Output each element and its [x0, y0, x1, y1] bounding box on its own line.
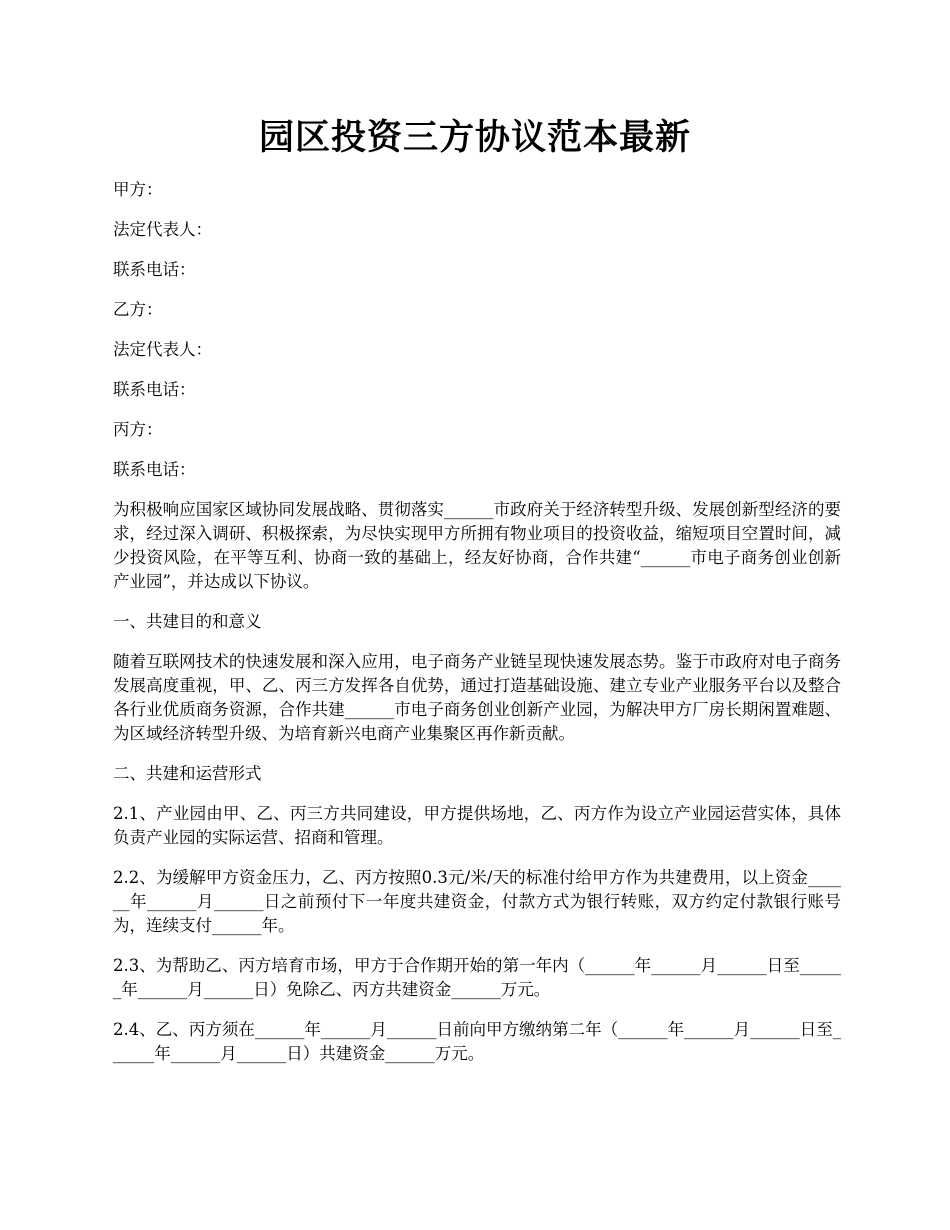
- document-title: 园区投资三方协议范本最新: [258, 117, 691, 158]
- clause-2-4: 2.4、乙、丙方须在______年______月______日前向甲方缴纳第二年（______年______月______日至______年______月______日）共建资金______万元。: [113, 1020, 841, 1063]
- party-b-field: 乙方：: [113, 300, 163, 319]
- document-body: [113, 178, 841, 1082]
- clause-2-3: 2.3、为帮助乙、丙方培育市场，甲方于合作期开始的第一年内（______年______月______日至______年______月______日）免除乙、丙方共建资金______万元。: [113, 956, 841, 999]
- section-2-heading: 二、共建和运营形式: [113, 764, 262, 783]
- party-a-phone-field: 联系电话：: [113, 260, 196, 279]
- party-a-field: 甲方：: [113, 180, 163, 199]
- section-1-heading: 一、共建目的和意义: [113, 612, 262, 631]
- intro-paragraph: 为积极响应国家区域协同发展战略、贯彻落实______市政府关于经济转型升级、发展创新型经济的要求，经过深入调研、积极探索，为尽快实现甲方所拥有物业项目的投资收益，缩短项目空置时间，减少投资风险，在平等互利、协商一致的基础上，经友好协商，合作共建“______市电子商务创业创新产业园”，并达成以下协议。: [113, 500, 841, 591]
- section-1-paragraph: 随着互联网技术的快速发展和深入应用，电子商务产业链呈现快速发展态势。鉴于市政府对电子商务发展高度重视，甲、乙、丙三方发挥各自优势，通过打造基础设施、建立专业产业服务平台以及整合各行业优质商务资源，合作共建______市电子商务创业创新产业园，为解决甲方厂房长期闲置难题、为区域经济转型升级、为培育新兴电商产业集聚区再作新贡献。: [113, 652, 841, 743]
- party-c-field: 丙方：: [113, 420, 163, 439]
- clause-2-2: 2.2、为缓解甲方资金压力，乙、丙方按照0.3元/米/天的标准付给甲方作为共建费用，以上资金______年______月______日之前预付下一年度共建资金，付款方式为银行转账，双方约定付款银行账号为，连续支付______年。: [113, 868, 841, 935]
- party-b-phone-field: 联系电话：: [113, 380, 196, 399]
- party-a-legal-representative-field: 法定代表人：: [113, 220, 212, 239]
- clause-2-1: 2.1、产业园由甲、乙、丙三方共同建设，甲方提供场地，乙、丙方作为设立产业园运营实体，具体负责产业园的实际运营、招商和管理。: [113, 804, 841, 847]
- party-b-legal-representative-field: 法定代表人：: [113, 340, 212, 359]
- party-c-phone-field: 联系电话：: [113, 460, 196, 479]
